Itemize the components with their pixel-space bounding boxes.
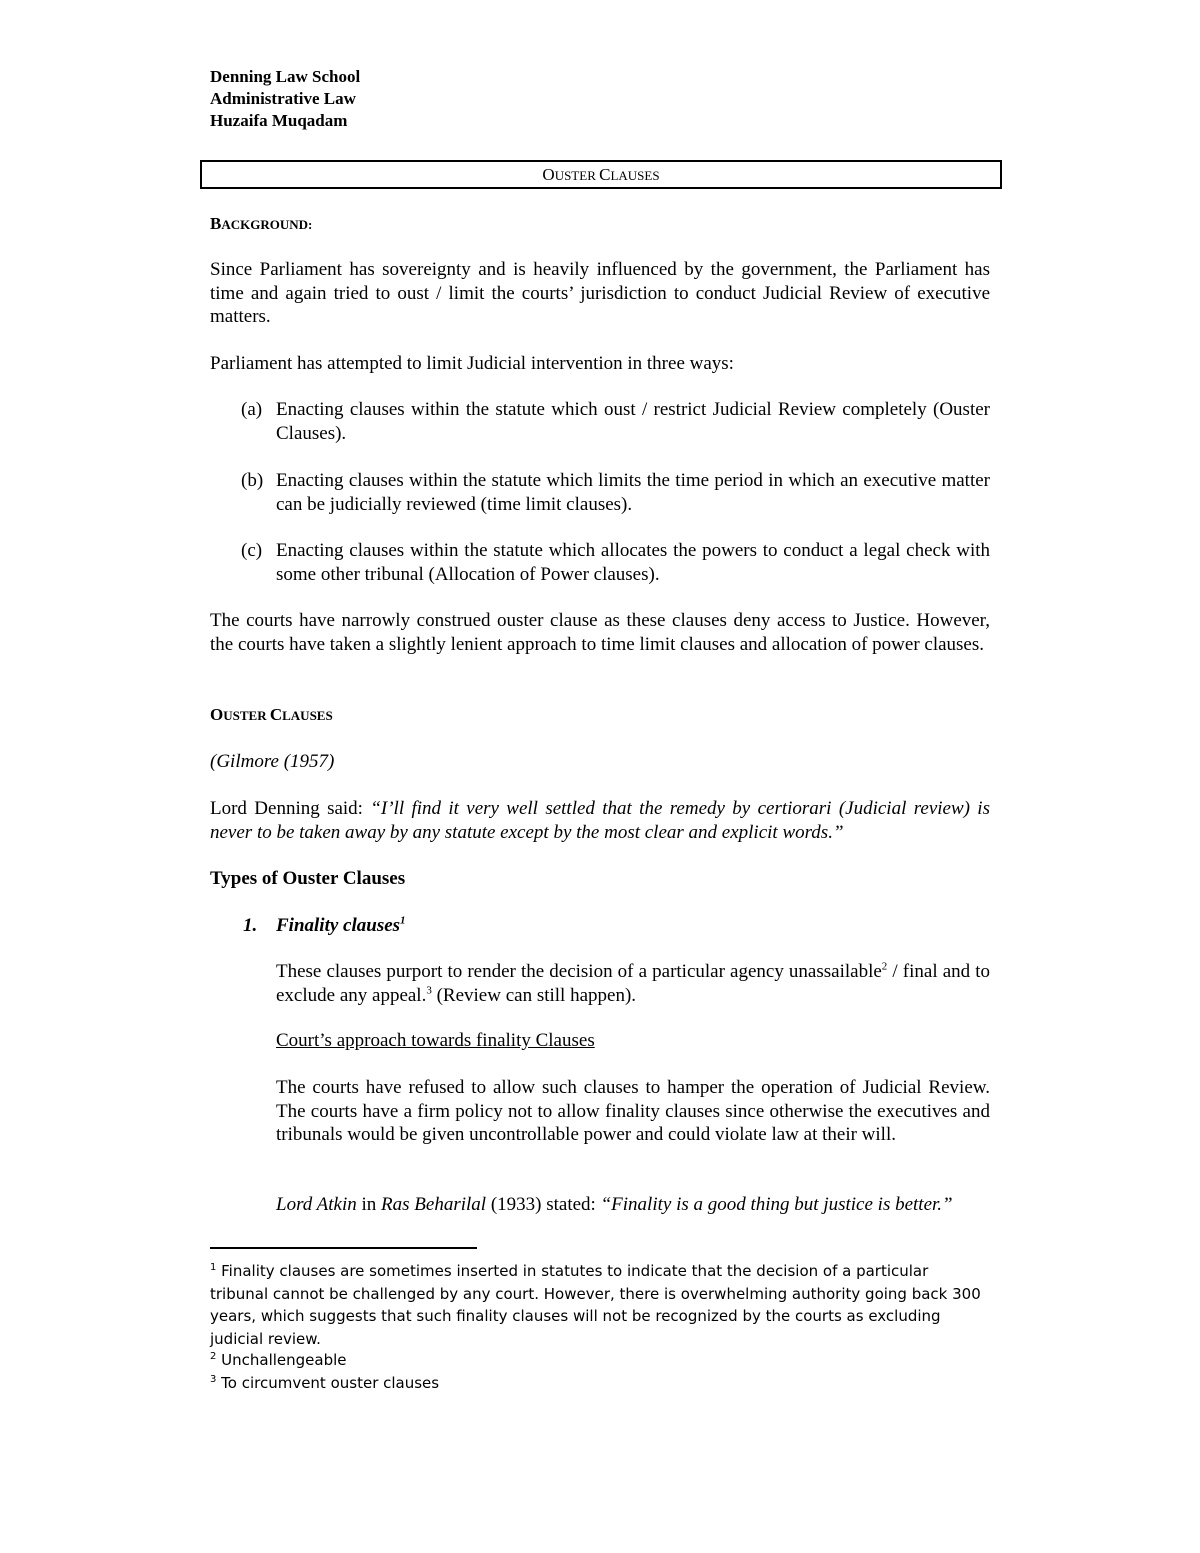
atkin-quote: Lord Atkin in Ras Beharilal (1933) stated: “Finality is a good thing but justice is better.” [276,1194,953,1215]
footnote-ref-2: 2 [881,960,888,973]
denning-quote: Lord Denning said: “I’ll find it very well settled that the remedy by certiorari (Judicial review) is never to be taken away by any statute except by the most clear and explicit words.” [210,798,990,843]
background-paragraph-2: Parliament has attempted to limit Judicial intervention in three ways: [210,353,734,374]
author-name: Huzaifa Muqadam [210,111,348,130]
types-heading: Types of Ouster Clauses [210,868,406,889]
document-title: OUSTER CLAUSES [200,160,1002,189]
footnote-separator [210,1247,477,1249]
background-heading: BACKGROUND: [210,214,313,233]
footnote-ref-1: 1 [400,914,406,927]
ouster-heading: OUSTER CLAUSES [210,705,333,724]
finality-paragraph-2: The courts have refused to allow such clauses to hamper the operation of Judicial Review. The courts have a firm policy not to allow finality clauses since otherwise the executives and tribunals would be given uncontrollable power and could violate law at their will. [276,1077,990,1145]
background-paragraph-3: The courts have narrowly construed ouster clause as these clauses deny access to Justice. However, the courts have taken a slightly lenient approach to time limit clauses and allocation of power clauses. [210,610,990,655]
finality-paragraph-1: These clauses purport to render the decision of a particular agency unassailable$^2$ / final and to exclude any appeal.$^3$ (Review can still happen). [276,960,991,1006]
footnote-1: $^1$ Finality clauses are sometimes inserted in statutes to indicate that the decision of a particular tribunal cannot be challenged by any court. However, there is overwhelming authority going back 300 years, which suggests that such finality clauses will not be recognized by the courts as excluding judicial review. [210,1262,981,1348]
finality-clauses-title: Finality clauses$^1$ [276,914,406,936]
list-item-c: Enacting clauses within the statute which allocates the powers to conduct a legal check with some other tribunal (Allocation of Power clauses). [276,540,990,585]
footnote-ref-3: 3 [426,984,432,997]
finality-subheading: Court’s approach towards finality Clauses [276,1030,595,1051]
list-item-b: Enacting clauses within the statute which limits the time period in which an executive matter can be judicially reviewed (time limit clauses). [276,470,990,515]
course-name: Administrative Law [210,89,356,108]
school-name: Denning Law School [210,67,361,86]
footnote-3: $^3$ To circumvent ouster clauses [210,1374,440,1392]
list-item-a: Enacting clauses within the statute which oust / restrict Judicial Review completely (Ouster Clauses). [276,399,990,444]
list-marker-a: (a) [241,399,263,420]
item-number: 1. [243,915,258,936]
background-paragraph-1: Since Parliament has sovereignty and is heavily influenced by the government, the Parliament has time and again tried to oust / limit the courts’ jurisdiction to conduct Judicial Review of executive matters. [210,259,990,327]
list-marker-c: (c) [241,540,263,561]
footnote-2: $^2$ Unchallengeable [210,1351,347,1369]
case-citation-gilmore: (Gilmore (1957) [210,751,335,772]
list-marker-b: (b) [241,470,264,491]
